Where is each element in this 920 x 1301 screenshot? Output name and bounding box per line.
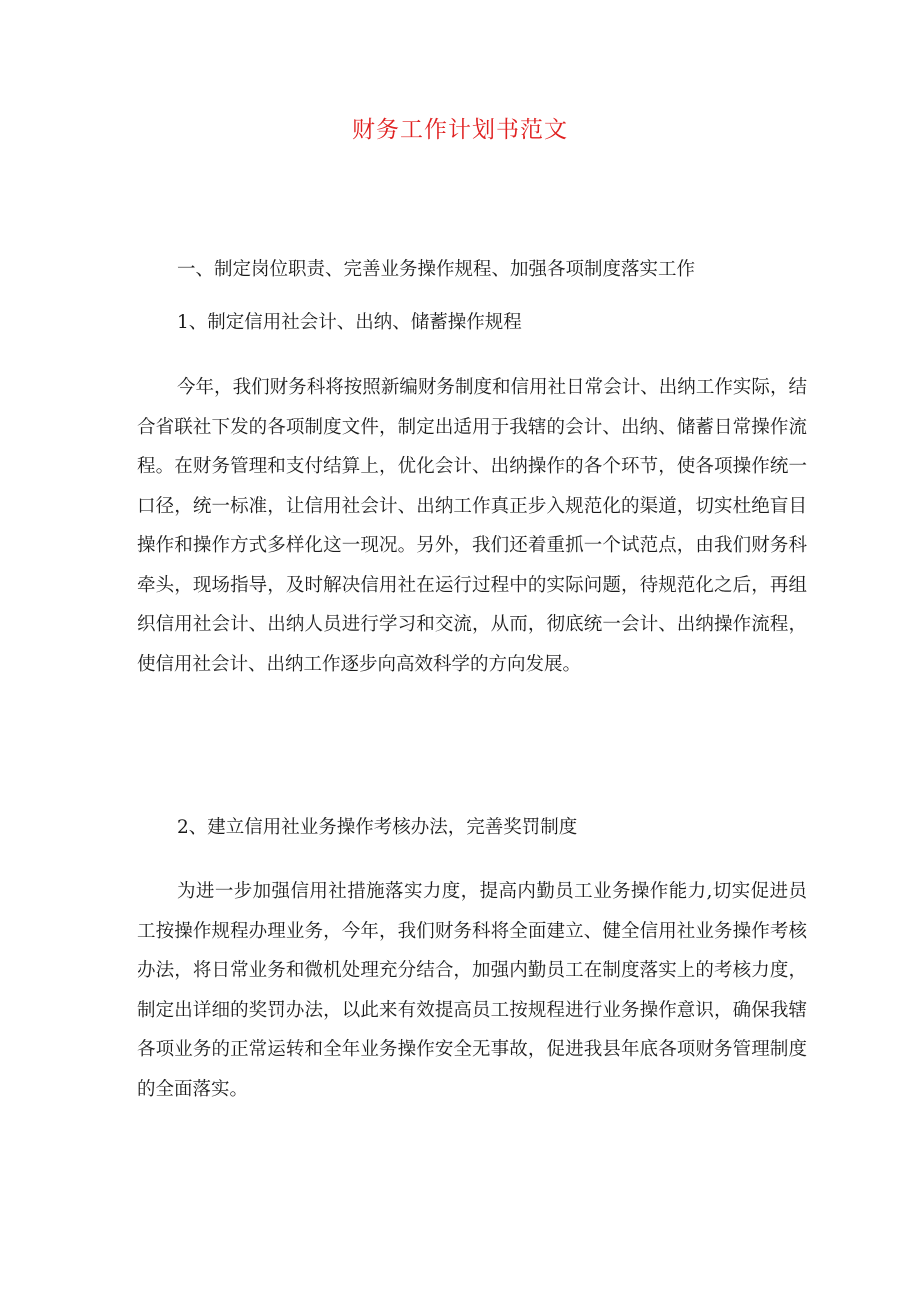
- item-1-heading: 1、制定信用社会计、出纳、储蓄操作规程: [177, 312, 522, 333]
- document-title: 财务工作计划书范文: [352, 117, 568, 143]
- item-2-paragraph: 为进一步加强信用社措施落实力度，提高内勤员工业务操作能力,切实促进员工按操作规程办理业务，今年，我们财务科将全面建立、健全信用社业务操作考核办法，将日常业务和微机处理充分结合，加强内勤员工在制度落实上的考核力度，制定出详细的奖罚办法，以此来有效提高员工按规程进行业务操作意识，确保我辖各项业务的正常运转和全年业务操作安全无事故，促进我县年底各项财务管理制度的全面落实。: [137, 881, 807, 1100]
- item-1-paragraph: 今年，我们财务科将按照新编财务制度和信用社日常会计、出纳工作实际，结合省联社下发的各项制度文件，制定出适用于我辖的会计、出纳、储蓄日常操作流程。在财务管理和支付结算上，优化会计、出纳操作的各个环节，使各项操作统一口径，统一标准，让信用社会计、出纳工作真正步入规范化的渠道，切实杜绝盲目操作和操作方式多样化这一现况。另外，我们还着重抓一个试范点，由我们财务科牵头，现场指导，及时解决信用社在运行过程中的实际问题，待规范化之后，再组织信用社会计、出纳人员进行学习和交流，从而，彻底统一会计、出纳操作流程，使信用社会计、出纳工作逐步向高效科学的方向发展。: [137, 377, 807, 675]
- item-2-heading: 2、建立信用社业务操作考核办法，完善奖罚制度: [177, 817, 578, 838]
- section-1-heading: 一、制定岗位职责、完善业务操作规程、加强各项制度落实工作: [177, 259, 696, 280]
